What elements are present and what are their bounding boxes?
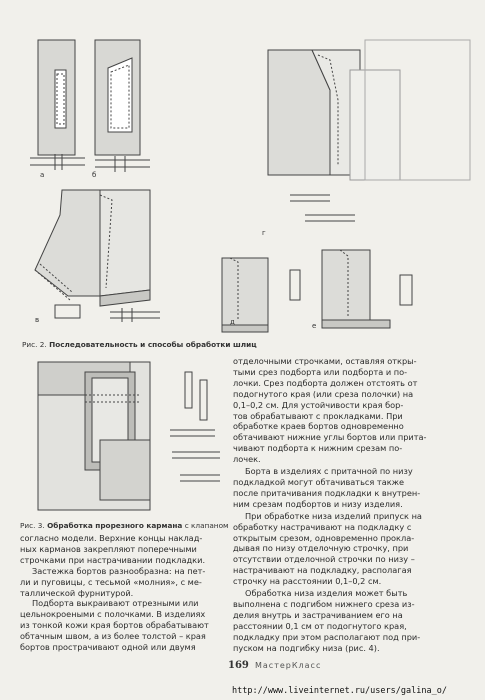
text-line: При обработке низа изделий припуск на <box>245 510 422 521</box>
text-line: после притачивания подкладки к внутрен- <box>233 487 421 498</box>
text-line: обработку настрачивают на подкладку с <box>233 521 412 532</box>
right-column-text <box>233 356 451 653</box>
text-line: обтачивают нижние углы бортов или прита- <box>233 432 427 443</box>
text-line: бортов прострачивают одной или двумя <box>20 642 196 653</box>
text-line: обтачным швом, а из более толстой – края <box>20 631 206 642</box>
text-line: чивают подборта к нижним срезам по- <box>233 443 403 454</box>
text-line: открытым срезом, одновременно прокла- <box>233 532 415 543</box>
text-line: ли и пуговицы, с тесьмой «молния», с ме- <box>20 576 202 587</box>
text-line: отделочными строчками, оставляя откры- <box>233 356 417 366</box>
text-line: Обработка низа изделия может быть <box>245 588 408 599</box>
figure-2-title: Последовательность и способы обработки шлиц <box>49 340 257 349</box>
page-number: 169 <box>228 660 249 671</box>
source-url: http://www.liveinternet.ru/users/galina_o/ <box>232 686 447 696</box>
figure-2-caption <box>22 340 257 349</box>
text-line: лочки. Срез подборта должен отстоять от <box>233 377 418 388</box>
figure-b-drawing <box>95 40 150 172</box>
label-a: а <box>40 171 45 179</box>
figure-3-title: Обработка прорезного кармана <box>47 521 183 530</box>
figure-3-drawing <box>38 362 220 510</box>
text-line: выполнена с подгибом нижнего среза из- <box>233 598 415 609</box>
figure-2-number: Рис. 2. <box>22 340 47 349</box>
text-line: подкладкой могут обтачиваться также <box>233 476 405 487</box>
left-column-text <box>20 533 216 653</box>
label-d: д <box>230 318 235 326</box>
figure-3-caption <box>20 521 229 530</box>
text-line: таллической фурнитурой. <box>20 587 134 598</box>
text-line: дывая по низу отделочную строчку, при <box>233 543 409 554</box>
label-e: е <box>312 322 317 330</box>
text-line: Подборта выкраивают отрезными или <box>32 598 199 609</box>
text-line: строчками при настрачивании подкладки. <box>20 554 206 565</box>
text-line: лочек. <box>233 454 261 465</box>
figure-a-drawing <box>30 40 85 170</box>
text-line: подкладку при этом располагают под при- <box>233 631 421 642</box>
text-line: отсутствии отделочной строчки по низу – <box>233 554 415 565</box>
text-line: тов обрабатывают с прокладками. При <box>233 410 403 421</box>
figure-3-suffix: с клапаном <box>184 521 229 530</box>
text-line: ним срезам подбортов и низу изделия. <box>233 498 403 509</box>
text-line: Борта в изделиях с притачной по низу <box>245 466 413 477</box>
figure-v-drawing <box>35 190 160 322</box>
text-line: согласно модели. Верхние концы наклад- <box>20 533 203 543</box>
text-line: цельнокроеными с полочками. В изделиях <box>20 609 206 620</box>
label-g: г <box>262 229 266 237</box>
text-line: пуском на подгибку низа (рис. 4). <box>233 642 380 653</box>
text-line: Застежка бортов разнообразна: на пет- <box>32 565 206 576</box>
text-line: обработке краев бортов одновременно <box>233 421 404 432</box>
text-line: настрачивают на подкладку, располагая <box>233 565 412 576</box>
text-line: из тонкой кожи края бортов обрабатывают <box>20 620 209 631</box>
text-line: строчку на расстоянии 0,1–0,2 см. <box>233 576 382 587</box>
label-b: б <box>92 171 97 179</box>
text-line: расстоянии 0,1 см от подогнутого края, <box>233 620 407 631</box>
magazine-name: МастерКласс <box>255 661 322 670</box>
label-v: в <box>35 316 40 324</box>
figure-e-drawing <box>322 250 412 328</box>
figure-g-drawing <box>268 40 470 221</box>
text-line: ных карманов закрепляют поперечными <box>20 543 197 554</box>
text-line: тыми срез подборта или подборта и по- <box>233 366 408 377</box>
figure-3-number: Рис. 3. <box>20 521 45 530</box>
text-line: 0,1–0,2 см. Для устойчивости края бор- <box>233 399 404 410</box>
text-line: подогнутого края (или среза полочки) на <box>233 388 414 399</box>
text-line: делия внутрь и застрачиванием его на <box>233 609 403 620</box>
